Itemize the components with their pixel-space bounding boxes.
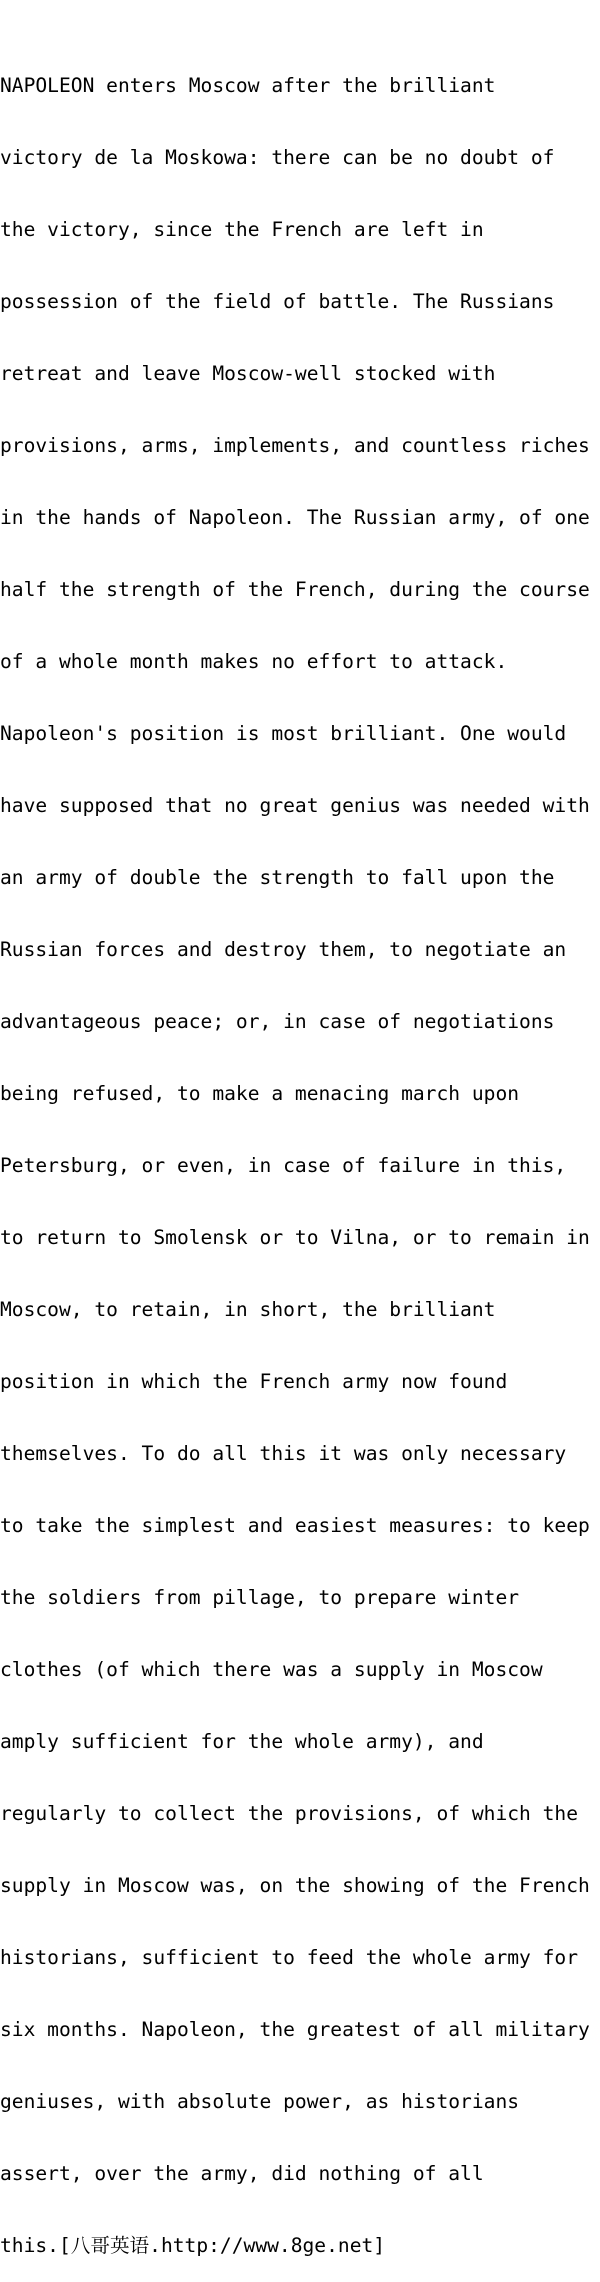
text-line: NAPOLEON enters Moscow after the brilliant — [0, 74, 496, 97]
text-line: of a whole month makes no effort to attack. — [0, 650, 508, 673]
text-line: possession of the field of battle. The Russians — [0, 290, 555, 313]
text-line: the soldiers from pillage, to prepare winter — [0, 1586, 520, 1609]
text-line: historians, sufficient to feed the whole army for — [0, 1946, 579, 1969]
text-line: provisions, arms, implements, and countless riches — [0, 434, 590, 457]
text-line: assert, over the army, did nothing of all — [0, 2162, 484, 2185]
text-line: themselves. To do all this it was only necessary — [0, 1442, 567, 1465]
text-line: in the hands of Napoleon. The Russian army, of one — [0, 506, 590, 529]
text-line: six months. Napoleon, the greatest of all military — [0, 2018, 590, 2041]
text-line: clothes (of which there was a supply in Moscow — [0, 1658, 543, 1681]
text-line: position in which the French army now found — [0, 1370, 508, 1393]
text-line: Russian forces and destroy them, to negotiate an — [0, 938, 567, 961]
text-line: an army of double the strength to fall upon the — [0, 866, 555, 889]
text-line: retreat and leave Moscow-well stocked with — [0, 362, 496, 385]
text-line: advantageous peace; or, in case of negotiations — [0, 1010, 555, 1033]
text-line: victory de la Moskowa: there can be no doubt of — [0, 146, 555, 169]
text-line: have supposed that no great genius was needed with — [0, 794, 590, 817]
text-line: Petersburg, or even, in case of failure in this, — [0, 1154, 567, 1177]
text-line: being refused, to make a menacing march upon — [0, 1082, 520, 1105]
text-line: half the strength of the French, during the course — [0, 578, 590, 601]
text-line: supply in Moscow was, on the showing of the French — [0, 1874, 590, 1897]
text-line: the victory, since the French are left in — [0, 218, 484, 241]
text-line: amply sufficient for the whole army), and — [0, 1730, 484, 1753]
text-line: Napoleon's position is most brilliant. One would — [0, 722, 567, 745]
text-line: to take the simplest and easiest measures: to keep — [0, 1514, 590, 1537]
text-line: to return to Smolensk or to Vilna, or to remain in — [0, 1226, 590, 1249]
text-line: geniuses, with absolute power, as historians — [0, 2090, 520, 2113]
text-line-with-source-link: this.[八哥英语.http://www.8ge.net] — [0, 2234, 386, 2257]
document-body — [0, 26, 600, 2282]
text-line: regularly to collect the provisions, of which the — [0, 1802, 579, 1825]
text-line: Moscow, to retain, in short, the brilliant — [0, 1298, 496, 1321]
